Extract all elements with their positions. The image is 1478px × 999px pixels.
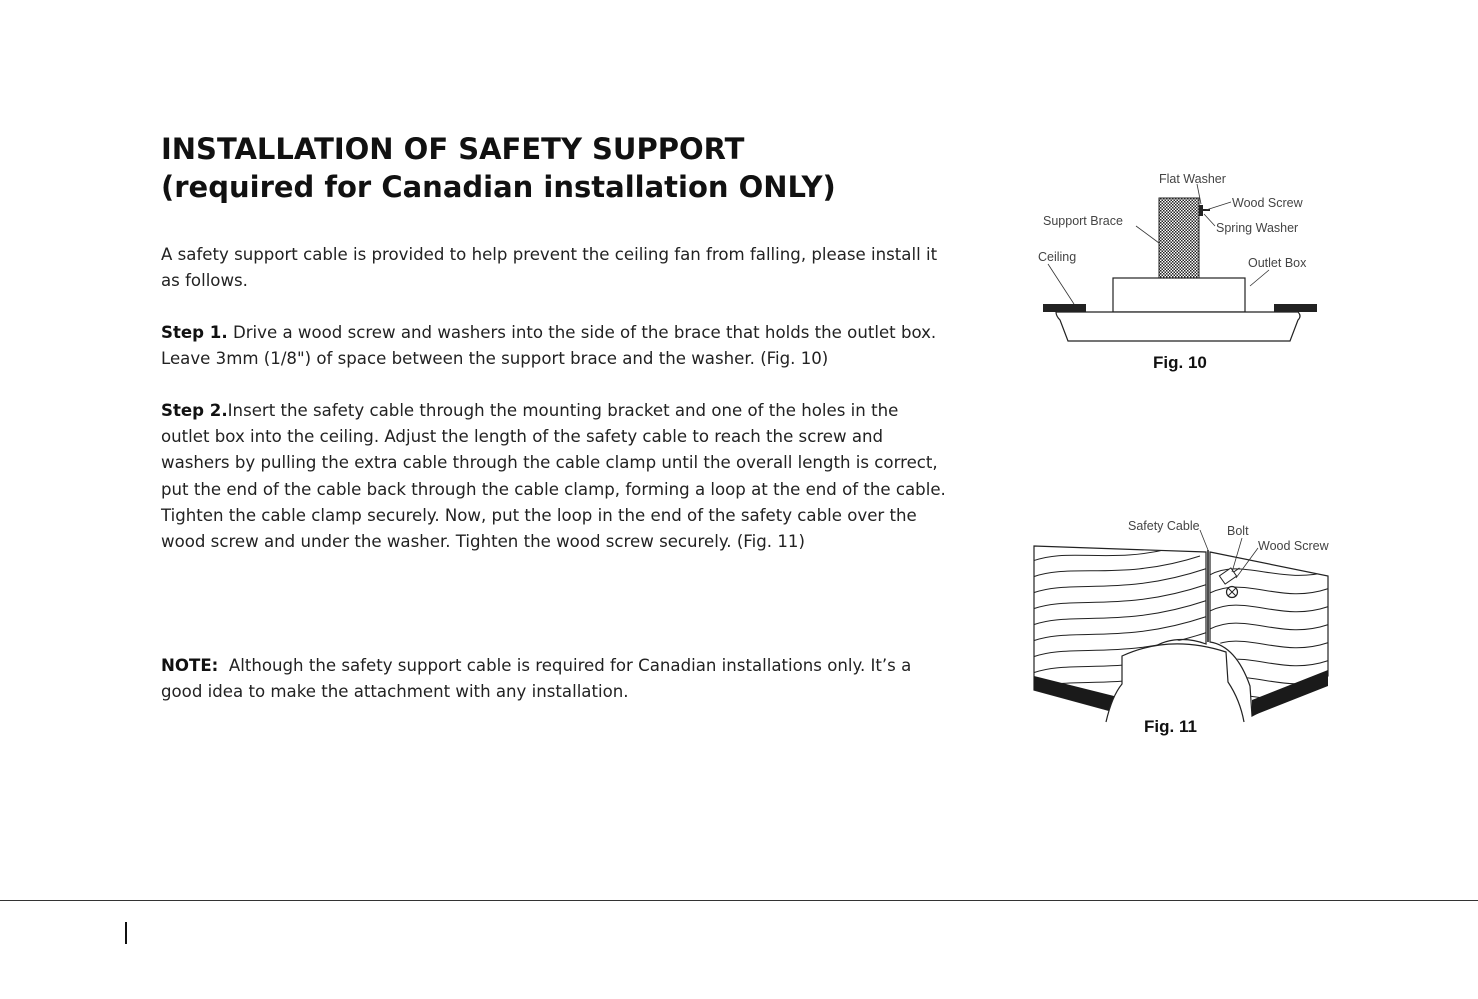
note-paragraph (161, 653, 951, 705)
title-line-2: (required for Canadian installation ONLY) (161, 170, 836, 204)
figure-11-caption: Fig. 11 (1144, 717, 1197, 736)
ceiling-left-shape (1043, 304, 1086, 312)
footer-page-marker (125, 922, 127, 944)
note-label: NOTE: (161, 656, 219, 675)
support-brace-shape (1159, 198, 1199, 278)
figure-10-caption: Fig. 10 (1153, 353, 1207, 372)
ceiling-right-shape (1274, 304, 1317, 312)
label-bolt: Bolt (1227, 524, 1249, 538)
step-1-text: Drive a wood screw and washers into the side of the brace that holds the outlet box. Leave 3mm (1/8") of space between the support brace and the washer. (Fig. 10) (161, 323, 937, 369)
page-title (161, 130, 836, 206)
canopy-shape (1056, 312, 1300, 341)
step-2-text: Insert the safety cable through the mounting bracket and one of the holes in the outlet box into the ceiling. Adjust the length of the safety cable to reach the screw and washers by pulling the extra cable through the cable clamp until the overall length is correct, put the end of the cable back through the cable clamp, forming a loop at the end of the cable. Tighten the cable clamp securely. Now, put the loop in the end of the safety cable over the wood screw and under the washer. Tighten the wood screw securely. (Fig. 11) (161, 401, 946, 552)
figure-11 (1030, 516, 1340, 740)
label-wood-screw-11: Wood Screw (1258, 539, 1329, 553)
intro-paragraph: A safety support cable is provided to help prevent the ceiling fan from falling, please install it as follows. (161, 245, 938, 291)
note-text: Although the safety support cable is required for Canadian installations only. It’s a good idea to make the attachment with any installation. (161, 656, 912, 702)
figure-10-diagram (1034, 168, 1324, 373)
label-ceiling: Ceiling (1038, 250, 1077, 264)
footer-divider (0, 900, 1478, 901)
step-2-label: Step 2. (161, 401, 228, 420)
washer-shape (1199, 205, 1203, 216)
step-1-paragraph (161, 320, 951, 372)
step-2-paragraph (161, 398, 951, 555)
outlet-box-shape (1113, 278, 1245, 312)
label-outlet-box: Outlet Box (1248, 256, 1307, 270)
figure-11-diagram (1030, 516, 1340, 740)
label-support-brace: Support Brace (1043, 214, 1123, 228)
step-1-label: Step 1. (161, 323, 228, 342)
figure-10 (1034, 168, 1324, 373)
label-wood-screw: Wood Screw (1232, 196, 1303, 210)
label-spring-washer: Spring Washer (1216, 221, 1299, 235)
outlet-box-opening (1106, 644, 1244, 722)
title-line-1: INSTALLATION OF SAFETY SUPPORT (161, 132, 745, 166)
label-flat-washer: Flat Washer (1159, 172, 1226, 186)
label-safety-cable: Safety Cable (1128, 519, 1200, 533)
